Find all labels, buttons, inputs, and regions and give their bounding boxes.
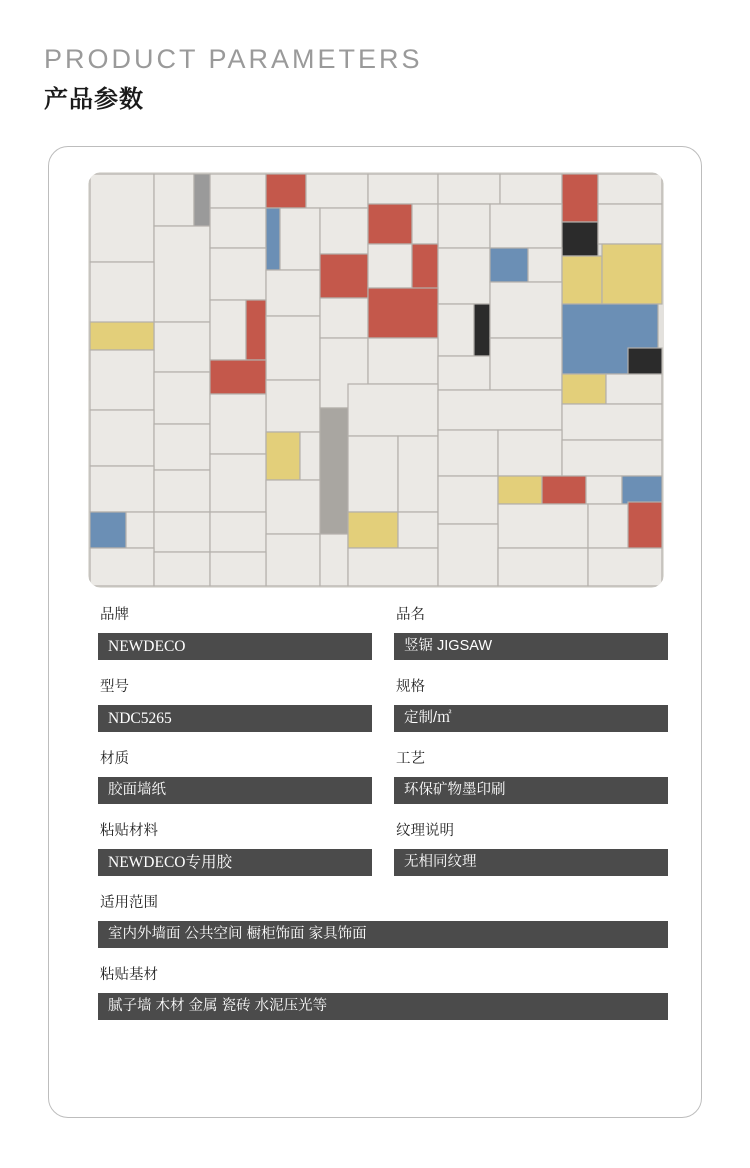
parameters-card	[48, 146, 702, 1118]
spec-label: 规格	[396, 679, 425, 695]
spec-label: 品名	[396, 607, 425, 623]
spec-value: NDC5265	[98, 705, 372, 732]
spec-value: 环保矿物墨印刷	[394, 777, 668, 804]
spec-row	[98, 746, 668, 804]
spec-cell-specification	[394, 674, 668, 732]
spec-label: 适用范围	[100, 895, 158, 911]
spec-cell-model	[98, 674, 372, 732]
spec-row	[98, 602, 668, 660]
spec-value: 腻子墙 木材 金属 瓷砖 水泥压光等	[98, 993, 668, 1020]
page-title-cn: 产品参数	[44, 86, 144, 113]
spec-label: 型号	[100, 679, 129, 695]
product-image	[88, 172, 664, 588]
spec-label: 材质	[100, 751, 129, 767]
spec-cell-substrate	[98, 962, 668, 1020]
spec-label: 品牌	[100, 607, 129, 623]
spec-cell-material	[98, 746, 372, 804]
spec-row	[98, 818, 668, 876]
spec-cell-texture-note	[394, 818, 668, 876]
spec-row	[98, 890, 668, 948]
spec-cell-adhesive	[98, 818, 372, 876]
page-title-en: PRODUCT PARAMETERS	[44, 44, 423, 74]
spec-cell-application-scope	[98, 890, 668, 948]
spec-value: NEWDECO专用胶	[98, 849, 372, 876]
spec-value: 胶面墙纸	[98, 777, 372, 804]
spec-cell-brand	[98, 602, 372, 660]
spec-cell-process	[394, 746, 668, 804]
spec-value: NEWDECO	[98, 633, 372, 660]
spec-label: 纹理说明	[396, 823, 454, 839]
specs-table	[98, 602, 668, 1034]
spec-value: 竖锯 JIGSAW	[394, 633, 668, 660]
spec-cell-product-name	[394, 602, 668, 660]
spec-label: 粘贴基材	[100, 967, 158, 983]
spec-value: 室内外墙面 公共空间 橱柜饰面 家具饰面	[98, 921, 668, 948]
spec-value: 定制/㎡	[394, 705, 668, 732]
spec-value: 无相同纹理	[394, 849, 668, 876]
spec-label: 粘贴材料	[100, 823, 158, 839]
page-header	[0, 0, 750, 120]
spec-label: 工艺	[396, 751, 425, 767]
product-image-artwork	[88, 172, 664, 588]
spec-row	[98, 962, 668, 1020]
spec-row	[98, 674, 668, 732]
